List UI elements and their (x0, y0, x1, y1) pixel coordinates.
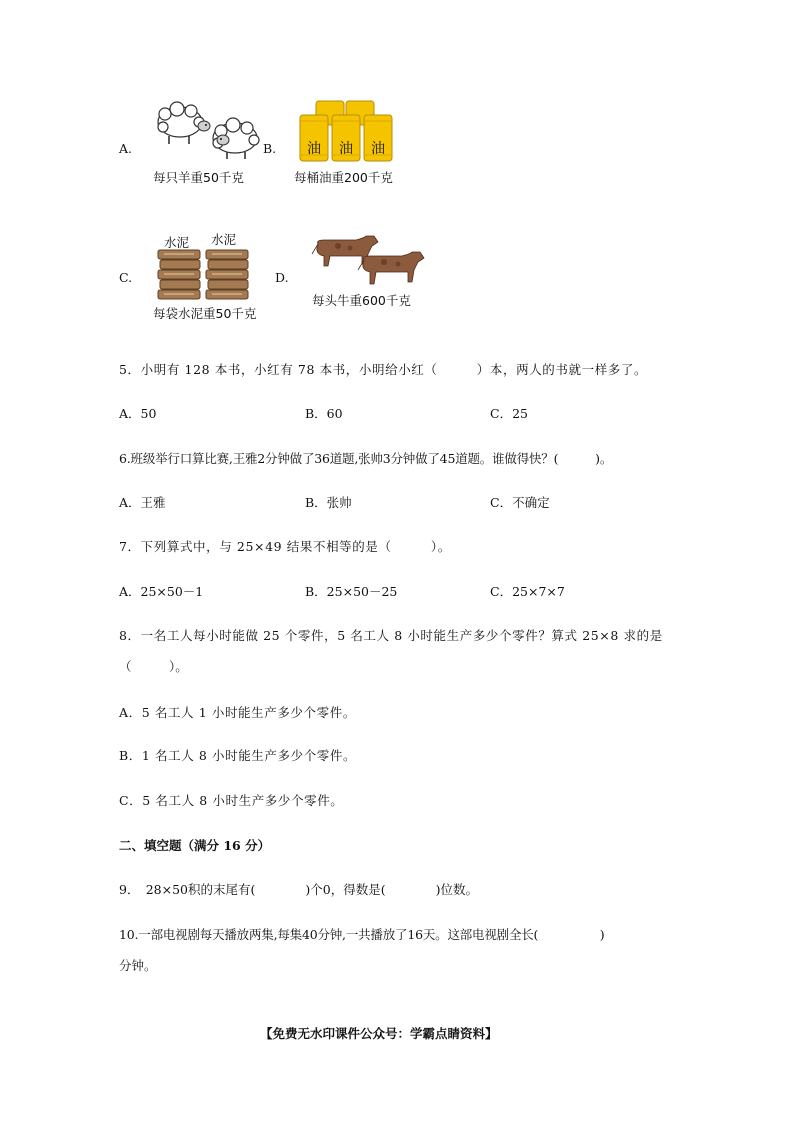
question-6-text: 6.班级举行口算比赛,王雅2分钟做了36道题,张帅3分钟做了45道题。谁做得快？( )。 (119, 451, 613, 466)
question-8-text-line2: （ ）。 (119, 659, 188, 674)
question-10-text-line2: 分钟。 (119, 958, 157, 973)
question-9-text: 9． 28×50积的末尾有( )个0，得数是( )位数。 (119, 882, 478, 897)
question-6-option-c: C．不确定 (490, 495, 550, 510)
question-7-option-c: C．25×7×7 (490, 584, 565, 599)
barrel-label-2: 油 (339, 141, 353, 157)
cement-label-1: 水泥 (164, 235, 190, 250)
question-5-option-b: B．60 (305, 406, 343, 421)
option-b-caption: 每桶油重200千克 (294, 170, 393, 185)
question-5-option-c: C．25 (490, 406, 528, 421)
footer-note: 【免费无水印课件公众号：学霸点睛资料】 (260, 1026, 498, 1041)
cement-bags-illustration (156, 248, 252, 300)
question-7-option-b: B．25×50－25 (305, 584, 398, 599)
option-a-caption: 每只羊重50千克 (153, 170, 244, 185)
question-8-option-b: B．1 名工人 8 小时能生产多少个零件。 (119, 748, 357, 763)
option-d-caption: 每头牛重600千克 (312, 293, 411, 308)
question-8-option-c: C．5 名工人 8 小时生产多少个零件。 (119, 793, 344, 808)
option-b-letter: B. (263, 141, 277, 156)
cement-label-2: 水泥 (211, 232, 237, 247)
question-5-option-a: A．50 (119, 406, 157, 421)
option-c-letter: C. (119, 270, 133, 285)
question-6-option-b: B．张帅 (305, 495, 352, 510)
question-5-text: 5．小明有 128 本书，小红有 78 本书，小明给小红（ ）本，两人的书就一样多了。 (119, 362, 648, 377)
option-d-letter: D. (275, 270, 289, 285)
question-7-text: 7．下列算式中，与 25×49 结果不相等的是（ ）。 (119, 539, 451, 554)
question-8-option-a: A．5 名工人 1 小时能生产多少个零件。 (119, 705, 356, 720)
question-7-option-a: A．25×50－1 (119, 584, 204, 599)
question-6-option-a: A．王雅 (119, 495, 166, 510)
barrel-label-1: 油 (307, 141, 321, 157)
cattle-illustration (308, 232, 428, 290)
question-10-text-line1: 10.一部电视剧每天播放两集,每集40分钟,一共播放了16天。这部电视剧全长( ) (119, 927, 605, 942)
sheep-illustration (155, 100, 265, 162)
option-c-caption: 每袋水泥重50千克 (153, 306, 257, 321)
barrel-label-3: 油 (371, 141, 385, 157)
question-8-text-line1: 8．一名工人每小时能做 25 个零件，5 名工人 8 小时能生产多少个零件？算式 25×8 求的是 (119, 628, 663, 643)
section-2-heading: 二、填空题（满分 16 分） (119, 838, 271, 853)
option-a-letter: A. (119, 141, 133, 156)
